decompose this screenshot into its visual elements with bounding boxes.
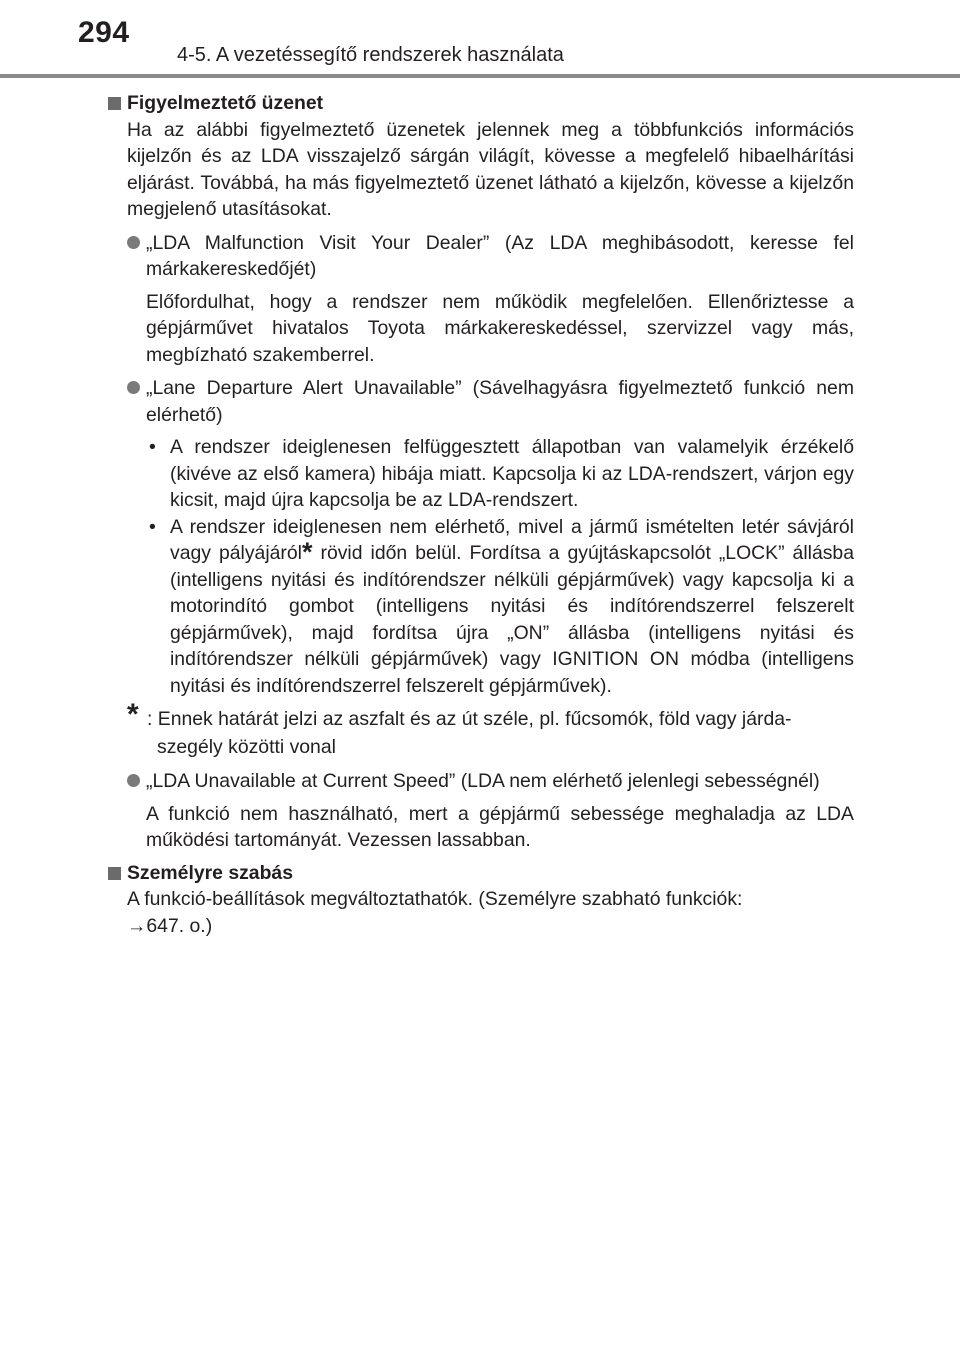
- footnote-mark: *: [127, 698, 139, 731]
- message-1-body: Előfordulhat, hogy a rendszer nem működik megfelelően. Ellenőriztesse a gépjárművet hivatalos Toyota márkakereskedéssel, szervizzel vagy más, megbízható szakemberrel.: [146, 290, 854, 366]
- customization-text: [127, 886, 854, 913]
- warning-heading: [108, 90, 854, 117]
- list-item: [146, 514, 854, 700]
- bullet-2-text-start: A rendszer ideiglenesen nem elérhető, mivel a jármű ismételten letér sávjáról vagy pályájáról: [170, 515, 854, 564]
- footnote-line-1: : Ennek határát jelzi az aszfalt és az út széle, pl. fűcsomók, föld vagy járda-: [147, 708, 792, 730]
- page-header: [0, 0, 960, 80]
- circle-bullet-icon: [127, 236, 140, 249]
- section-title: 4-5. A vezetéssegítő rendszerek használata: [177, 44, 564, 66]
- warning-intro: Ha az alábbi figyelmeztető üzenetek jelennek meg a többfunkciós információs kijelzőn és az LDA visszajelző sárgán világít, kövesse a megfelelő hibaelhárítási eljárást. Továbbá, ha más figyelmeztető üzenet látható a kijelzőn, kövesse a kijelzőn megjelenő utasításokat.: [127, 118, 854, 220]
- header-rule: [0, 74, 960, 78]
- warning-heading-text: Figyelmeztető üzenet: [127, 92, 324, 114]
- circle-bullet-icon: [127, 774, 140, 787]
- bullet-1-text: A rendszer ideiglenesen felfüggesztett állapotban van valamelyik érzékelő (kivéve az első kamera) hibája miatt. Kapcsolja ki az LDA-rendszert, várjon egy kicsit, majd újra kapcsolja be az LDA-rendszert.: [170, 436, 854, 511]
- message-1-title: [127, 230, 854, 283]
- message-3-title: [127, 768, 854, 795]
- footnote-line-2: szegély közötti vonal: [157, 736, 336, 758]
- bullet-2-text-end: rövid időn belül. Fordítsa a gyújtáskapcsolót „LOCK” állásba (intelligens nyitási és indítórendszer nélküli gépjárművek) vagy kapcsolja ki a motorindító gombot (intelligens nyitási és indítórendszerrel felszerelt gépjárművek), majd fordítsa újra „ON” állásba (intelligens nyitási és indítórendszer nélküli gépjárművek) vagy IGNITION ON módba (intelligens nyitási és indítórendszerrel felszerelt gépjárművek).: [170, 542, 855, 697]
- bullet-icon: •: [149, 515, 156, 538]
- message-1-title-text: „LDA Malfunction Visit Your Dealer” (Az LDA meghibásodott, keresse fel márkakereskedőjét): [146, 231, 854, 280]
- list-item: [146, 434, 854, 514]
- message-2-bullets: [146, 434, 854, 699]
- page-reference-link[interactable]: 647. o.): [146, 914, 213, 937]
- page-content: [108, 90, 854, 939]
- customization-reference: [127, 913, 854, 940]
- page-number: 294: [78, 16, 130, 49]
- message-2-title: [127, 375, 854, 428]
- message-3-title-text: „LDA Unavailable at Current Speed” (LDA nem elérhető jelenlegi sebességnél): [146, 770, 820, 792]
- footnote: [127, 698, 854, 761]
- message-2-title-text: „Lane Departure Alert Unavailable” (Sávelhagyásra figyelmeztető funkció nem elérhető): [146, 377, 854, 426]
- arrow-icon: →: [127, 914, 147, 937]
- footnote-asterisk-icon: *: [301, 537, 313, 567]
- customization-sentence: A funkció-beállítások megváltoztathatók. (Személyre szabható funkciók:: [127, 888, 743, 910]
- bullet-icon: •: [149, 436, 156, 458]
- customization-heading: [108, 860, 854, 887]
- message-3-body: A funkció nem használható, mert a gépjármű sebessége meghaladja az LDA működési tartományát. Vezessen lassabban.: [146, 802, 854, 851]
- circle-bullet-icon: [127, 381, 140, 394]
- square-bullet-icon: [108, 867, 121, 880]
- customization-heading-text: Személyre szabás: [127, 861, 294, 884]
- square-bullet-icon: [108, 97, 121, 110]
